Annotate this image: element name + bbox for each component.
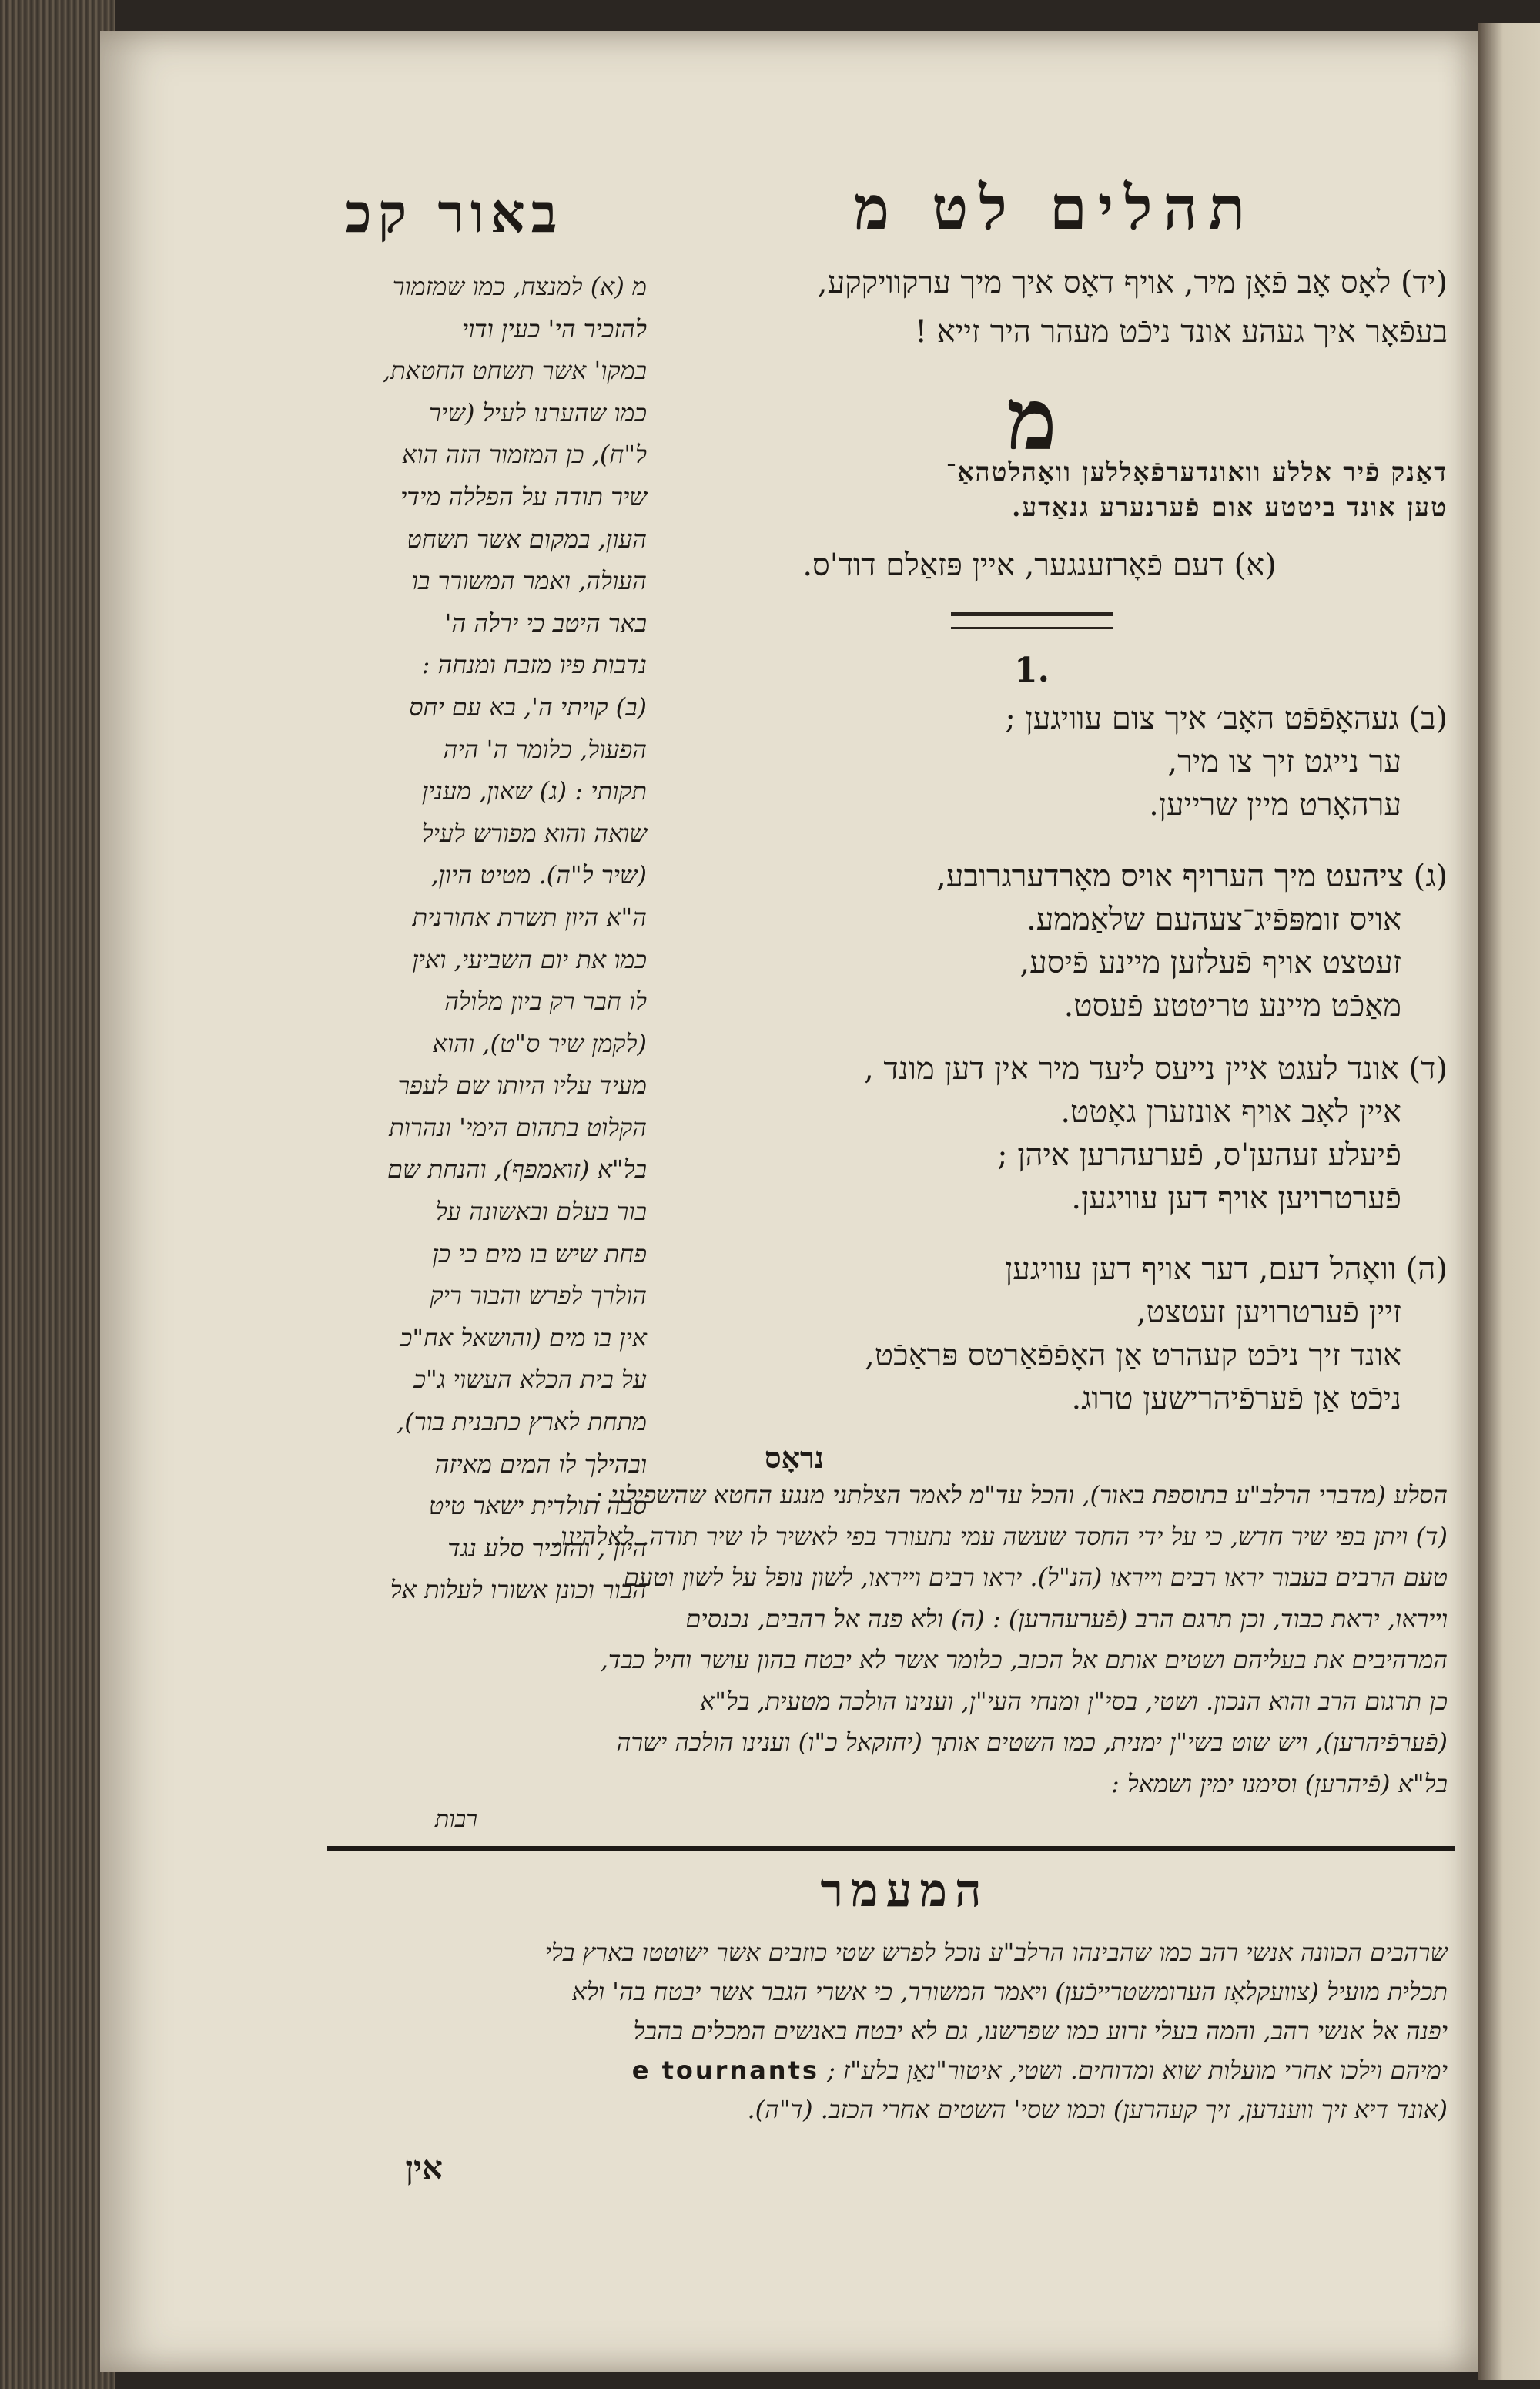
hamaamar-title: המעמר [820, 1864, 989, 1918]
intro-verse-line: (יד) לאָס אָב פֿאָן מיר, אויף דאָס איך מיך ערקוויקקע, [817, 265, 1448, 300]
commentary-line: בור בעלם ובאשונה על [435, 1197, 647, 1227]
verse-line: מאַכֿט מיינע טריטטע פֿעסט. [1063, 988, 1401, 1024]
verse-line: פֿיעלע זעהען'ס, פֿערעהרען איהן ; [997, 1138, 1401, 1173]
commentary-line: המרהיבים את בעליהם ושטים אותם אל הכזב, כלומר אשר לא יבטח בהון עושר וחיל כבד, [600, 1645, 1448, 1674]
commentary-line: ה"א היון תשרת אחורנית [412, 902, 647, 932]
verse-line: (ג) ציהעט מיך הערויף אויס מאָרדערגרובע, [936, 859, 1448, 894]
latin-gloss: e tournants [631, 2056, 819, 2085]
commentary-line: מעיד עליו היותו שם לעפר [397, 1071, 647, 1101]
hamaamar-line: שרהבים הכוונה אנשי רהב כמו שהבינהו הרלב"ע נוכל לפרש שטי כוזבים אשר ישוטטו בארץ בלי [544, 1938, 1448, 1967]
intro-verse-line: בעפֿאָר איך געהע אונד ניכֿט מעהר היר זייא ! [915, 314, 1448, 350]
verse-line: איין לאָב אויף אונזערן גאָטט. [1060, 1094, 1401, 1130]
commentary-line: פחת שיש בו מים כי כן [432, 1238, 647, 1268]
commentary-catchword: רבות [434, 1806, 477, 1833]
verse-line: (ב) געהאָפֿפֿט האָב׳ איך צום עוויגען ; [1005, 701, 1448, 736]
psalm-number: מ [1006, 370, 1057, 469]
superscription-line: דאַנק פֿיר אללע וואונדערפֿאָללען וואָהלטהאַ־ [946, 457, 1448, 487]
psalm-dedication: (א) דעם פֿאָרזענגער, איין פּזאַלם דוד'ס. [802, 548, 1277, 583]
commentary-line: הסלע (מדברי הרלב"ע בתוספת באור), והכל עד"מ לאמר הצלתני מנגע החטא שהשפילני : [594, 1480, 1448, 1509]
stanza-5 [770, 1248, 1448, 1420]
book-page-edges [0, 0, 116, 2389]
commentary-line: הפעול, כלומר ה' היה [443, 734, 647, 764]
verse-line: ערהאָרט מיין שרייען. [1149, 787, 1401, 823]
verse-line: ניכֿט אַן פֿערפֿיהרישען טרוג. [1071, 1381, 1401, 1416]
commentary-line: כמו שהערנו לעיל (שיר [429, 397, 647, 427]
verse-line: (ד) אונד לעגט איין נייעס ליעד מיר אין דען מונד , [864, 1051, 1448, 1087]
commentary-line: מתחת לארץ כתבנית בור), [397, 1407, 647, 1437]
running-head-title: תהלים לט מ [853, 173, 1257, 243]
commentary-line: במקו' אשר תשחט החטאת, [383, 356, 647, 386]
page-catchword: אין [405, 2149, 443, 2186]
commentary-line: העולה, ואמר המשורר בו [411, 566, 647, 596]
commentary-line: נדבות פיו מזבח ומנחה : [421, 650, 647, 680]
commentary-side-column [293, 266, 647, 1611]
commentary-line: להזכיר הי' כעין ודוי [461, 313, 647, 343]
verse-line: אונד זיך ניכֿט קעהרט אַן האָפֿפֿאַרטס פּראַכֿט, [865, 1338, 1401, 1373]
commentary-line: (ב) קויתי ה', בא עם יחס [409, 692, 647, 722]
commentary-line: אין בו מים (והושאל אח"כ [400, 1322, 647, 1352]
hamaamar-line: תכלית מועיל (צוועקלאָז הערומשטרייכֿען) ויאמר המשורר, כי אשרי הגבר אשר יבטח בה' ולא [571, 1977, 1448, 2006]
verse-line: פֿערטרויען אויף דען עוויגען. [1071, 1181, 1401, 1216]
hamaamar-line: (אונד דיא זיך ווענדען, זיך קעהרען) וכמו שסי' השטים אחרי הכזב. (ד"ה). [747, 2095, 1448, 2124]
commentary-line: מ (א) למנצח, כמו שמזמור [392, 272, 647, 301]
stanza-4 [770, 1047, 1448, 1220]
commentary-line: ובהילך לו המים מאיזה [434, 1449, 647, 1479]
stanza-2 [770, 697, 1448, 826]
ornamental-rule [951, 612, 1113, 629]
commentary-line: וייראו, יראת כבוד, וכן תרגם הרב (פֿערעהרען) : (ה) ולא פנה אל רהבים, נכנסים [685, 1603, 1448, 1633]
verse-line: זיין פֿערטרויען זעטצט, [1136, 1295, 1401, 1330]
commentary-line: (פֿערפֿיהרען), ויש שוט בשי"ן ימנית, כמו השטים אותך (יחזקאל כ"ו) וענינו הולכה ישרה [616, 1727, 1448, 1757]
commentary-line: על בית הכלא העשוי ג"כ [413, 1365, 647, 1395]
commentary-full-width [323, 1475, 1448, 1804]
commentary-line: הקלוט בתהום הימי' ונהרות [389, 1112, 647, 1142]
verse-line: ער נייגט זיך צו מיר, [1167, 744, 1401, 779]
psalm-superscription [654, 454, 1448, 525]
stanza-3 [770, 855, 1448, 1027]
hamaamar-line: יפנה אל אנשי רהב, והמה בעלי זרוע כמו שפרשנו, גם לא יבטח באנשים המכלים בהבל [633, 2016, 1448, 2046]
facing-page-edge [1478, 23, 1540, 2380]
commentary-line: (ד) ויתן בפי שיר חדש, כי על ידי החסד שעשה עמי נתעורר בפי לאשיר לו שיר תודה. לאלהינו, [552, 1521, 1448, 1551]
verse-line: אויס זומפּפֿיג־צעהעם שלאַממע. [1026, 902, 1401, 937]
text-catchword: נראָס [764, 1440, 824, 1475]
commentary-line: (לקמן שיר ס"ט), והוא [432, 1028, 647, 1058]
commentary-line: תקותי : (ג) שאון, מענין [421, 776, 647, 806]
commentary-line: בל"א (פֿיהרען) וסימנו ימין ושמאל : [1110, 1768, 1448, 1798]
commentary-line: (שיר ל"ה). מטיט היון, [430, 860, 647, 890]
section-number: 1. [1014, 651, 1050, 690]
verse-line: זעטצט אויף פֿעלזען מיינע פֿיסע, [1019, 945, 1401, 980]
commentary-line: טעם הרבים בעבור יראו רבים וייראו (הנ"ל). יראו רבים וייראו, לשון נופל על לשון וטעם [623, 1563, 1448, 1592]
hamaamar-line-text: ימיהם וילכו אחרי מועלות שוא ומדוחים. ושטי, איטור"נאַן בלע"ז ; [827, 2056, 1448, 2085]
commentary-line: באר היטב כי ירלה ה' [444, 608, 647, 638]
commentary-line: כן תרגום הרב והוא הנכון. ושטי, בסי"ן ומנחי העי"ן, וענינו הולכה מטעית, בל"א [700, 1686, 1448, 1716]
intro-verse [662, 258, 1448, 357]
commentary-line: לו חבר רק ביון מלולה [444, 987, 647, 1017]
commentary-line: שיר תודה על הפללה מידי [400, 481, 647, 511]
running-head-commentary: באור קכ [345, 181, 564, 245]
verse-line: (ה) וואָהל דעם, דער אויף דען עוויגען [1005, 1251, 1448, 1287]
commentary-line: כמו את יום השביעי, ואין [412, 944, 647, 974]
commentary-line: בל"א (זואמפף), והנחת שם [387, 1154, 647, 1184]
hamaamar-body [323, 1933, 1448, 2129]
superscription-line: טען אונד ביטטע אום פֿערנערע גנאַדע. [1012, 492, 1448, 522]
hamaamar-line [323, 2051, 1448, 2090]
commentary-line: היון , והזכיר סלע נגד [447, 1533, 647, 1563]
commentary-line: סבה תולדית ישאר טיט [429, 1491, 647, 1521]
commentary-line: הבור וכונן אשורו לעלות אל [390, 1575, 647, 1605]
commentary-line: ל"ח), כן המזמור הזה הוא [402, 440, 647, 470]
commentary-line: העון, במקום אשר תשחט [407, 524, 647, 554]
commentary-line: הולרך לפרש והבור ריק [430, 1281, 647, 1311]
section-divider-rule [327, 1846, 1455, 1851]
commentary-line: שואה והוא מפורש לעיל [421, 818, 647, 848]
